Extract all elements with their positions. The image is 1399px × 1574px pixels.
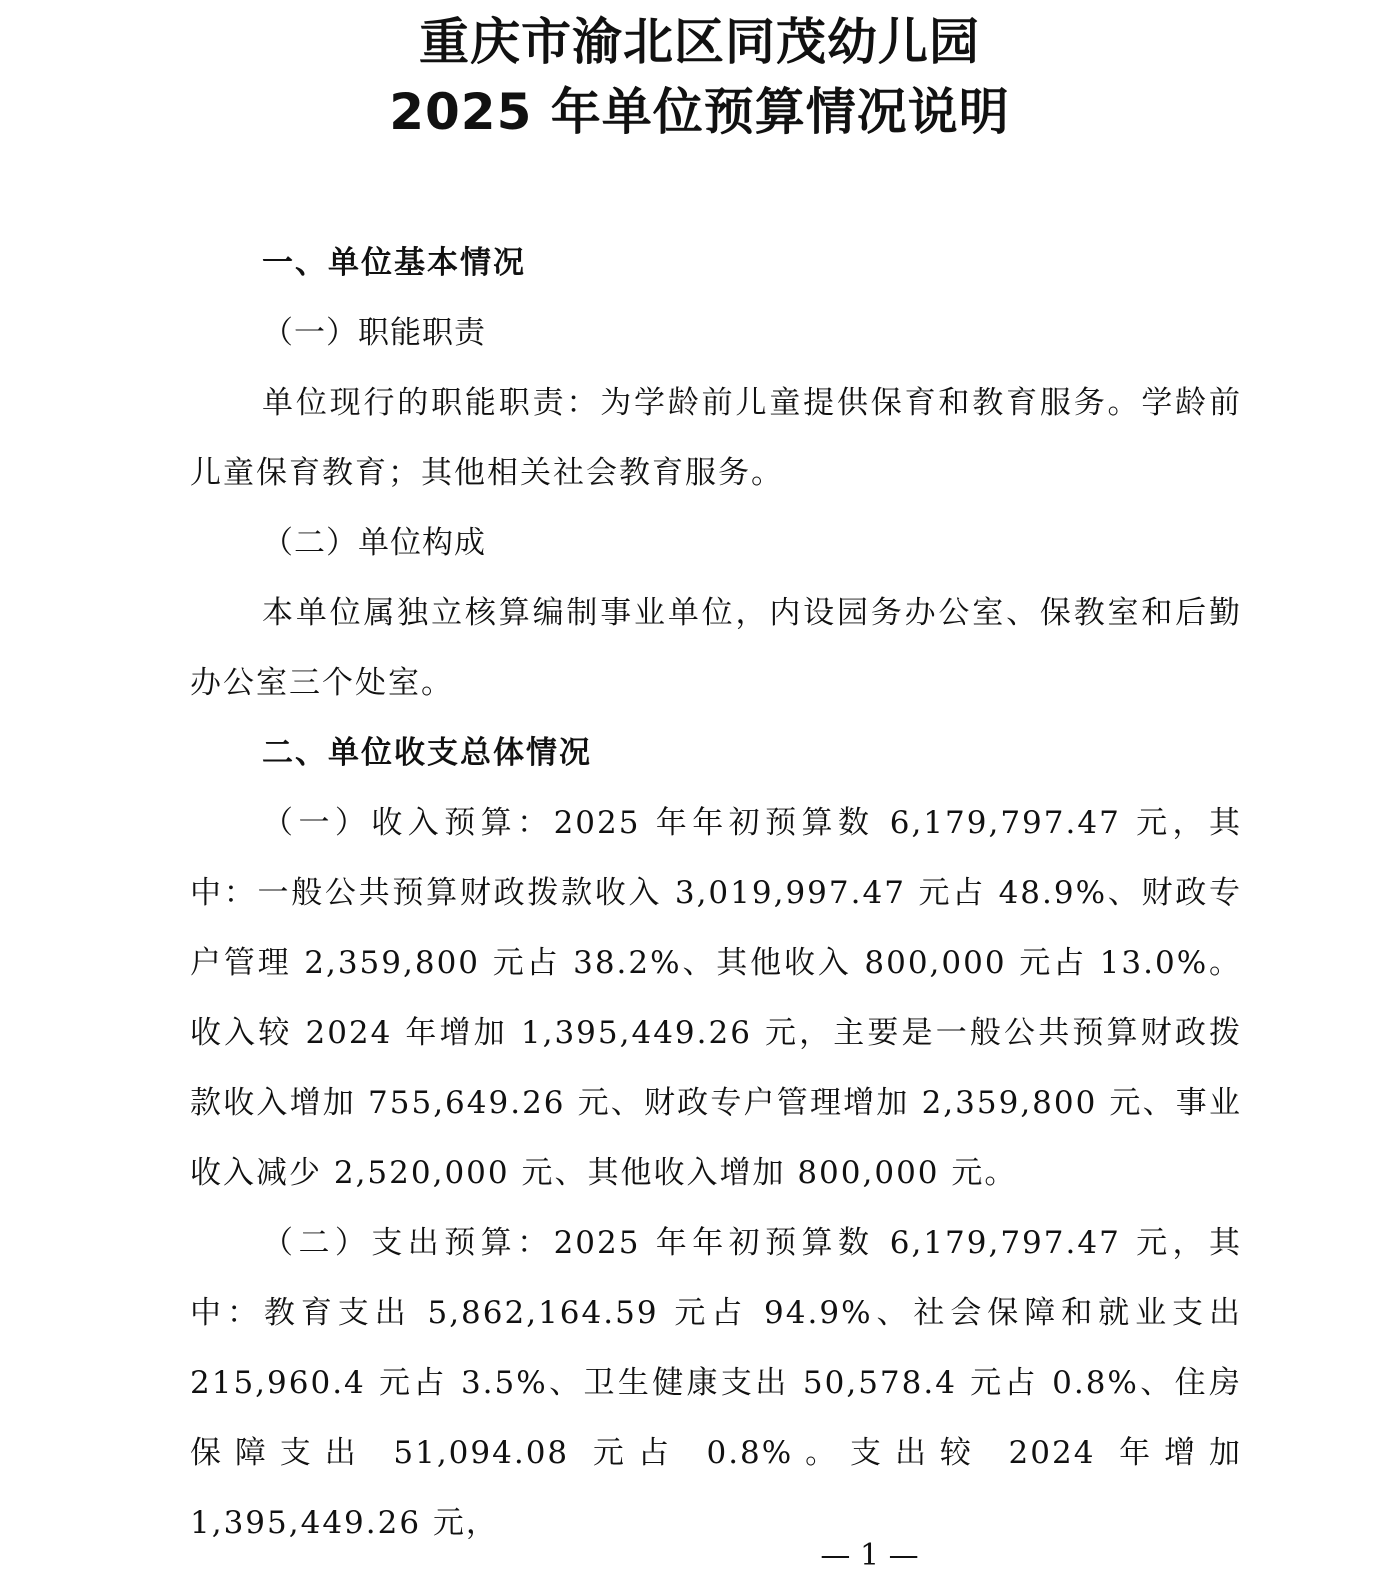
- paragraph-composition: 本单位属独立核算编制事业单位，内设园务办公室、保教室和后勤办公室三个处室。: [190, 595, 1242, 701]
- paragraph-income-budget: （一）收入预算：2025 年年初预算数 6,179,797.47 元，其中：一般公共预算财政拨款收入 3,019,997.47 元占 48.9%、财政专户管理 2,359,800 元占 38.2%、其他收入 800,000 元占 13.0%。收入较 2024 年增加 1,395,449.26 元，主要是一般公共预算财政拨款收入增加 755,649.26 元、财政专户管理增加 2,359,800 元、事业收入减少 2,520,000 元、其他收入增加 800,000 元。: [190, 805, 1242, 1191]
- page-number: — 1 —: [820, 1538, 919, 1573]
- paragraph-functions: 单位现行的职能职责：为学龄前儿童提供保育和教育服务。学龄前儿童保育教育；其他相关社会教育服务。: [190, 385, 1242, 491]
- section-heading-basic-info: 一、单位基本情况: [262, 245, 526, 281]
- document-title-line2: 2025 年单位预算情况说明: [389, 83, 1010, 141]
- document-title-line1: 重庆市渝北区同茂幼儿园: [419, 13, 980, 71]
- paragraph-expenditure-budget: （二）支出预算：2025 年年初预算数 6,179,797.47 元，其中：教育支出 5,862,164.59 元占 94.9%、社会保障和就业支出 215,960.4 元占 3.5%、卫生健康支出 50,578.4 元占 0.8%、住房保障支出 51,094.08 元占 0.8%。支出较 2024 年增加 1,395,449.26 元，: [190, 1225, 1242, 1541]
- subsection-heading-composition: （二）单位构成: [262, 525, 486, 561]
- subsection-heading-functions: （一）职能职责: [262, 315, 486, 351]
- document-body: [190, 228, 1242, 1558]
- section-heading-budget-overview: 二、单位收支总体情况: [262, 735, 592, 771]
